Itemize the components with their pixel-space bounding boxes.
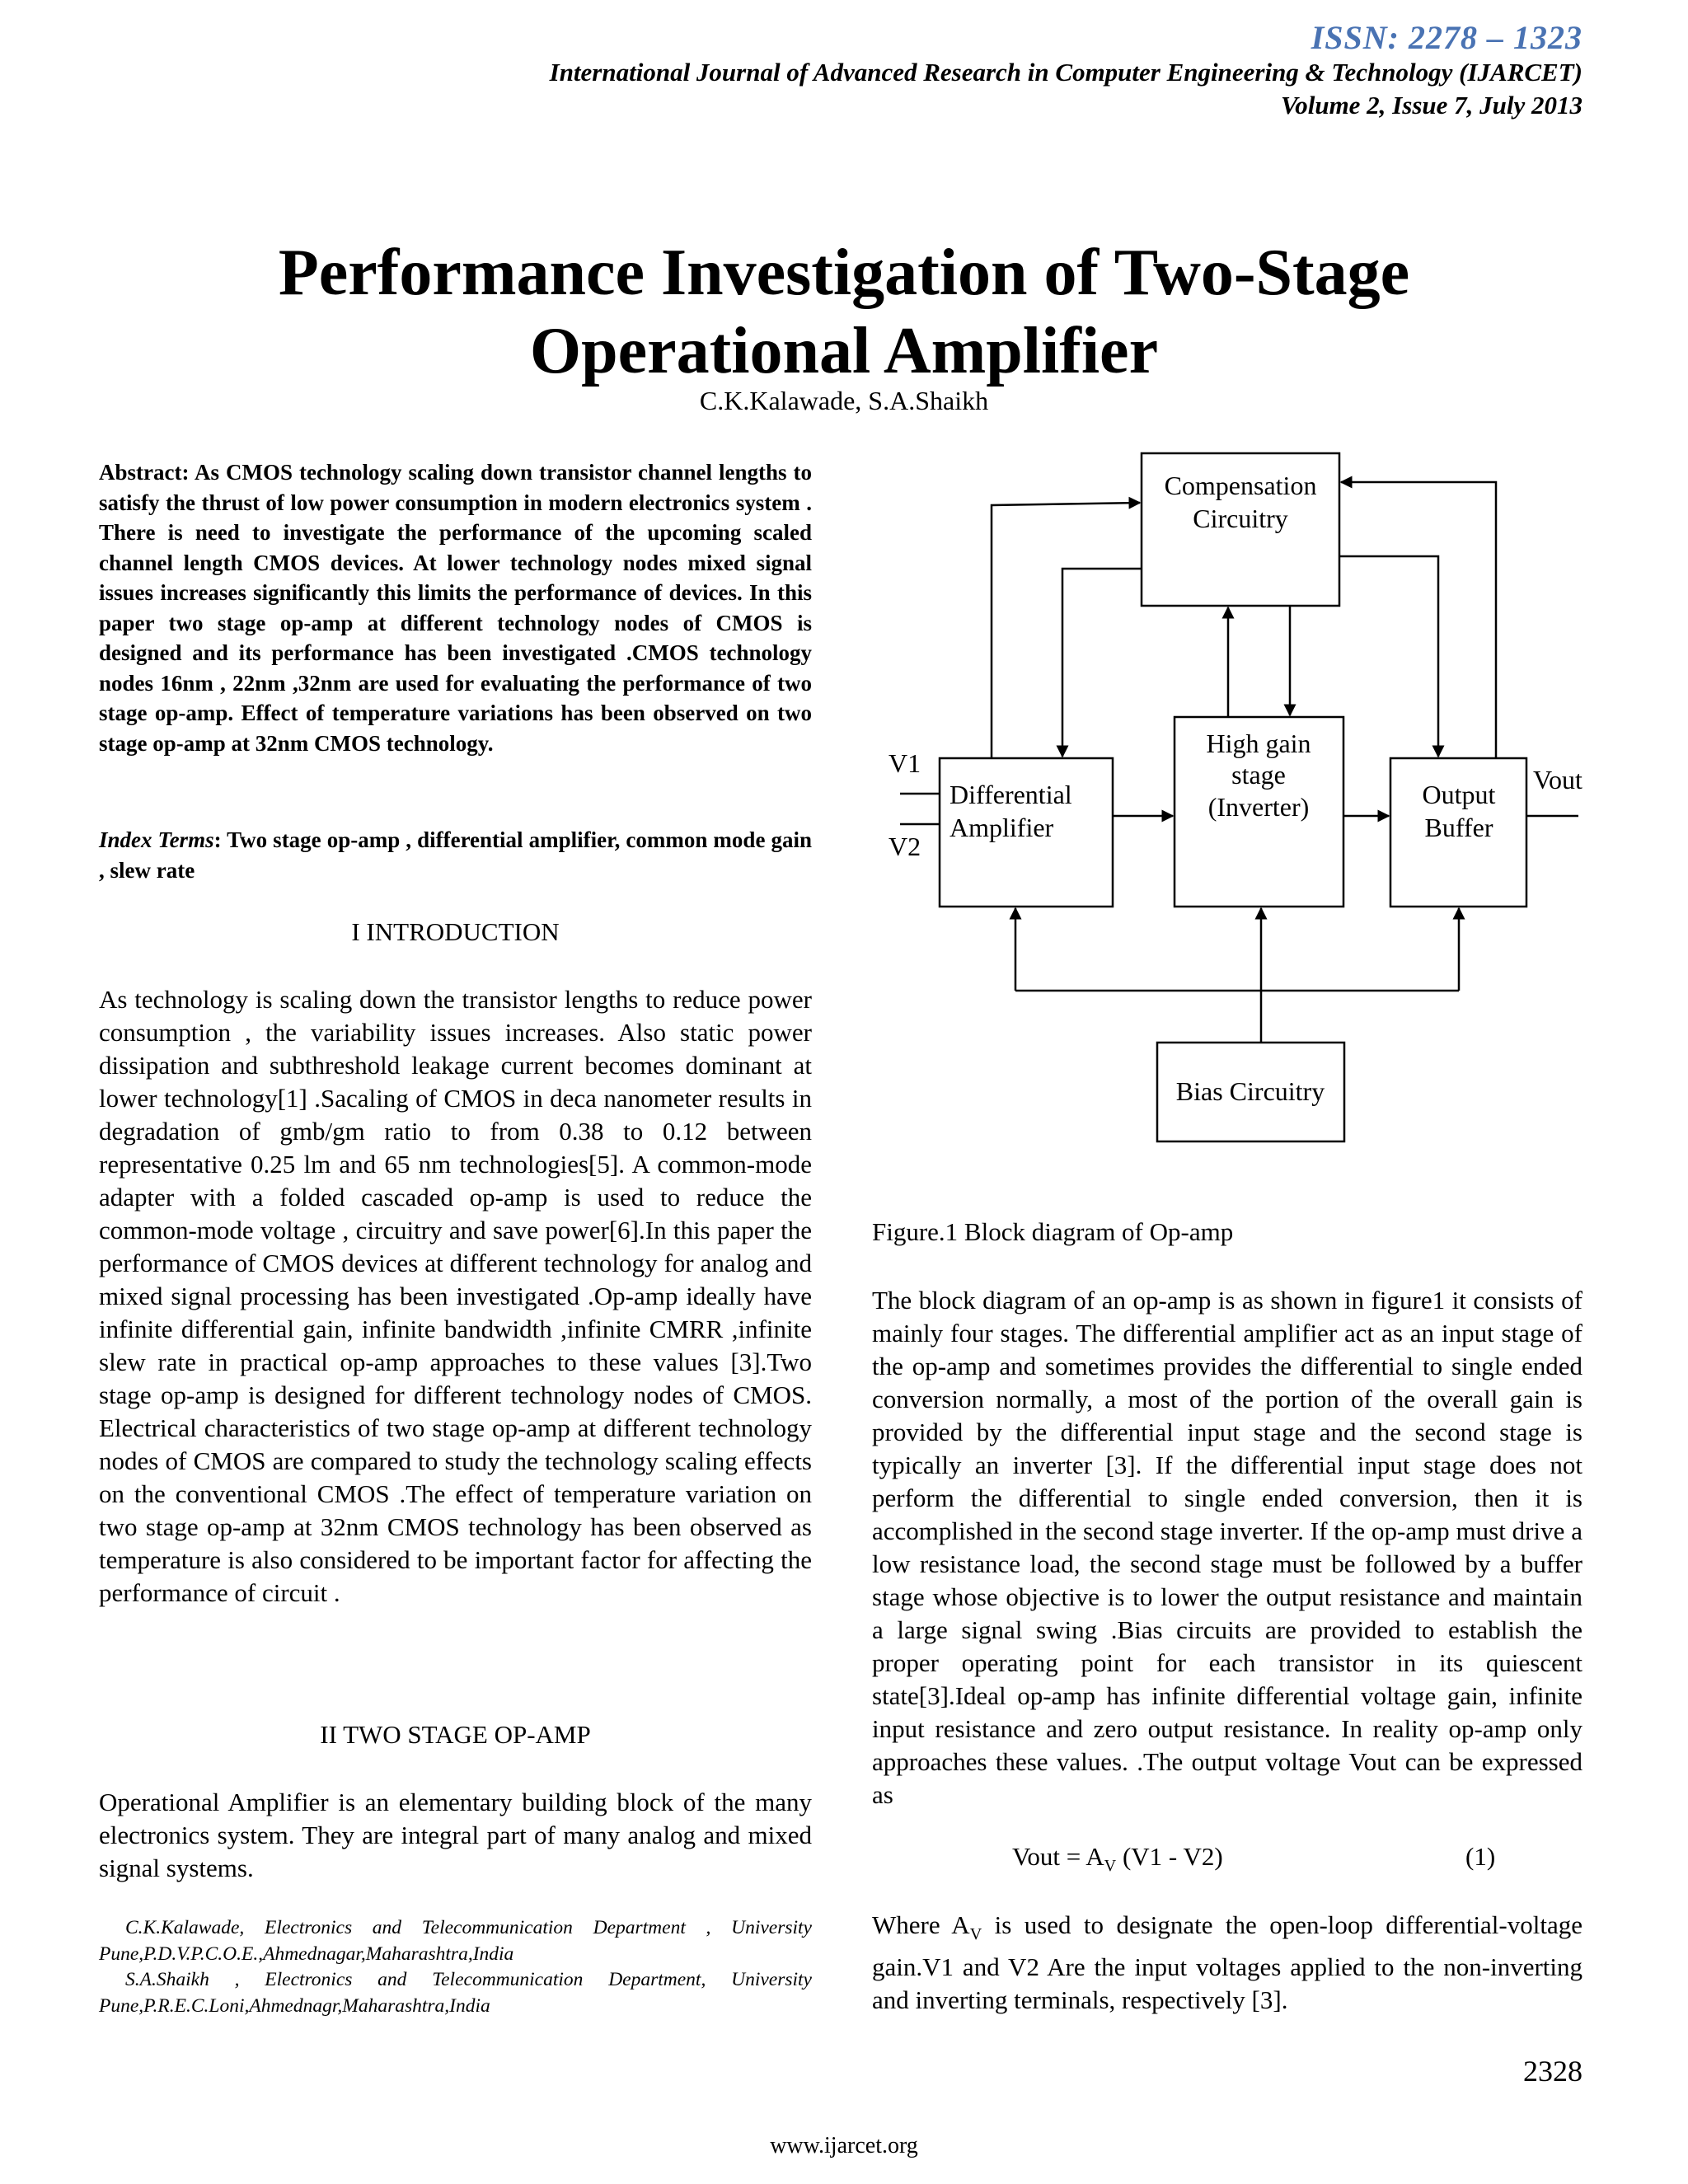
differential-label-2: Amplifier bbox=[950, 813, 1054, 842]
paper-authors: C.K.Kalawade, S.A.Shaikh bbox=[699, 386, 989, 415]
index-terms-text: : Two stage op-amp , differential amplifier, common mode gain , slew rate bbox=[99, 827, 812, 883]
v1-label: V1 bbox=[889, 748, 921, 778]
equation-subscript: V bbox=[1104, 1857, 1117, 1876]
highgain-label-3: (Inverter) bbox=[1207, 792, 1310, 822]
highgain-label-1: High gain bbox=[1206, 729, 1311, 758]
compensation-label-2: Circuitry bbox=[1193, 504, 1288, 533]
page-number: 2328 bbox=[1523, 2055, 1582, 2088]
bias-circuitry-label: Bias Circuitry bbox=[1175, 1076, 1325, 1106]
footnote-author-1: C.K.Kalawade, Electronics and Telecommunication Department , University Pune,P.D.V.P.C.O.E.,Ahmednagar,Maharashtra,India bbox=[99, 1917, 812, 1965]
compensation-label-1: Compensation bbox=[1164, 471, 1317, 500]
compensation-to-diff-arrow bbox=[1062, 569, 1142, 757]
website-url: www.ijarcet.org bbox=[770, 2133, 918, 2158]
block-diagram-description: The block diagram of an op-amp is as shown in figure1 it consists of mainly four stages. The differential amplifier act as an input stage of the op-amp and sometimes provides the differential to single ended conversion normally, a most of the portion of the overall gain is provided by the differential input stage and the second stage is typically an inverter [3]. If the differential input stage does not perform the differential to single ended conversion, then it is accomplished in the second stage inverter. If the op-amp must drive a low resistance load, the second stage must be followed by a buffer stage whose objective is to lower the output resistance and maintain a large signal swing .Bias circuits are provided to establish the proper operating point for each transistor in its quiescent state[3].Ideal op-amp has infinite differential voltage gain, infinite input resistance and zero output resistance. In reality op-amp only approaches these values. .The output voltage Vout can be expressed as bbox=[872, 1286, 1582, 1809]
output-to-compensation-arrow bbox=[1341, 482, 1496, 758]
equation-number: (1) bbox=[1465, 1842, 1496, 1871]
title-line-2: Operational Amplifier bbox=[529, 315, 1159, 387]
equation-expression bbox=[1012, 1842, 1223, 1876]
section-heading-two-stage: II TWO STAGE OP-AMP bbox=[320, 1720, 591, 1749]
volume-issue: Volume 2, Issue 7, July 2013 bbox=[1280, 91, 1582, 120]
where-prefix: Where A bbox=[872, 1910, 970, 1939]
equation-rhs: (V1 - V2) bbox=[1116, 1842, 1223, 1871]
output-buffer-label-2: Buffer bbox=[1424, 813, 1493, 842]
journal-name: International Journal of Advanced Research in Computer Engineering & Technology (IJARCET) bbox=[549, 58, 1582, 87]
abstract: Abstract: As CMOS technology scaling down transistor channel lengths to satisfy the thrust of low power consumption in modern electronics system . There is need to investigate the performance of the upcoming scaled channel length CMOS devices. At lower technology nodes mixed signal issues increases significantly this limits the performance of devices. In this paper two stage op-amp at different technology nodes of CMOS is designed and its performance has been investigated .CMOS technology nodes 16nm , 22nm ,32nm are used for evaluating the performance of two stage op-amp. Effect of temperature variations has been observed on two stage op-amp at 32nm CMOS technology. bbox=[99, 460, 812, 756]
paper-title bbox=[0, 234, 1688, 391]
output-buffer-label-1: Output bbox=[1422, 780, 1496, 809]
introduction-paragraph: As technology is scaling down the transistor lengths to reduce power consumption , the variability issues increases. Also static power dissipation and subthreshold leakage current becomes dominant at lower technology[1] .Sacaling of CMOS in deca nanometer results in degradation of gmb/gm ratio to from 0.38 to 0.12 between representative 0.25 lm and 65 nm technologies[5]. A common-mode adapter with a folded cascaded op-amp is used to reduce the common-mode voltage , circuitry and save power[6].In this paper the performance of CMOS devices at different technology for analog and mixed signal processing has been investigated .Op-amp ideally have infinite differential gain, infinite bandwidth ,infinite CMRR ,infinite slew rate in practical op-amp approaches to these values [3].Two stage op-amp is designed for different technology nodes of CMOS. Electrical characteristics of two stage op-amp at different technology nodes of CMOS are compared to study the technology scaling effects on the conventional CMOS .The effect of temperature variation on two stage op-amp at 32nm CMOS technology has been observed as temperature is also considered to be important factor for affecting the performance of circuit . bbox=[99, 985, 812, 1607]
equation-lhs: Vout = A bbox=[1012, 1842, 1104, 1871]
section-heading-introduction: I INTRODUCTION bbox=[351, 917, 560, 946]
index-terms-label: Index Terms bbox=[99, 827, 214, 852]
footnote-author-2: S.A.Shaikh , Electronics and Telecommunication Department, University Pune,P.R.E.C.Loni,Ahmednagr,Maharashtra,India bbox=[99, 1969, 812, 2017]
title-line-1: Performance Investigation of Two-Stage bbox=[278, 237, 1410, 309]
figure-caption: Figure.1 Block diagram of Op-amp bbox=[872, 1217, 1234, 1246]
compensation-to-output-arrow bbox=[1339, 556, 1438, 757]
where-rest: is used to designate the open-loop differential-voltage gain.V1 and V2 Are the input voltages applied to the non-inverting and inverting terminals, respectively [3]. bbox=[872, 1910, 1582, 2015]
where-paragraph bbox=[872, 1909, 1582, 2017]
op-amp-block-diagram bbox=[857, 437, 1599, 1170]
issn-header: ISSN: 2278 – 1323 bbox=[1311, 19, 1582, 56]
v2-label: V2 bbox=[889, 832, 921, 861]
vout-label: Vout bbox=[1533, 765, 1582, 794]
index-terms bbox=[99, 825, 812, 885]
highgain-label-2: stage bbox=[1231, 760, 1286, 790]
where-subscript: V bbox=[969, 1925, 982, 1944]
differential-label-1: Differential bbox=[950, 780, 1072, 809]
diff-to-compensation-arrow bbox=[992, 503, 1140, 758]
two-stage-paragraph: Operational Amplifier is an elementary building block of the many electronics system. They are integral part of many analog and mixed signal systems. bbox=[99, 1788, 812, 1882]
author-footnotes bbox=[99, 1915, 812, 2019]
